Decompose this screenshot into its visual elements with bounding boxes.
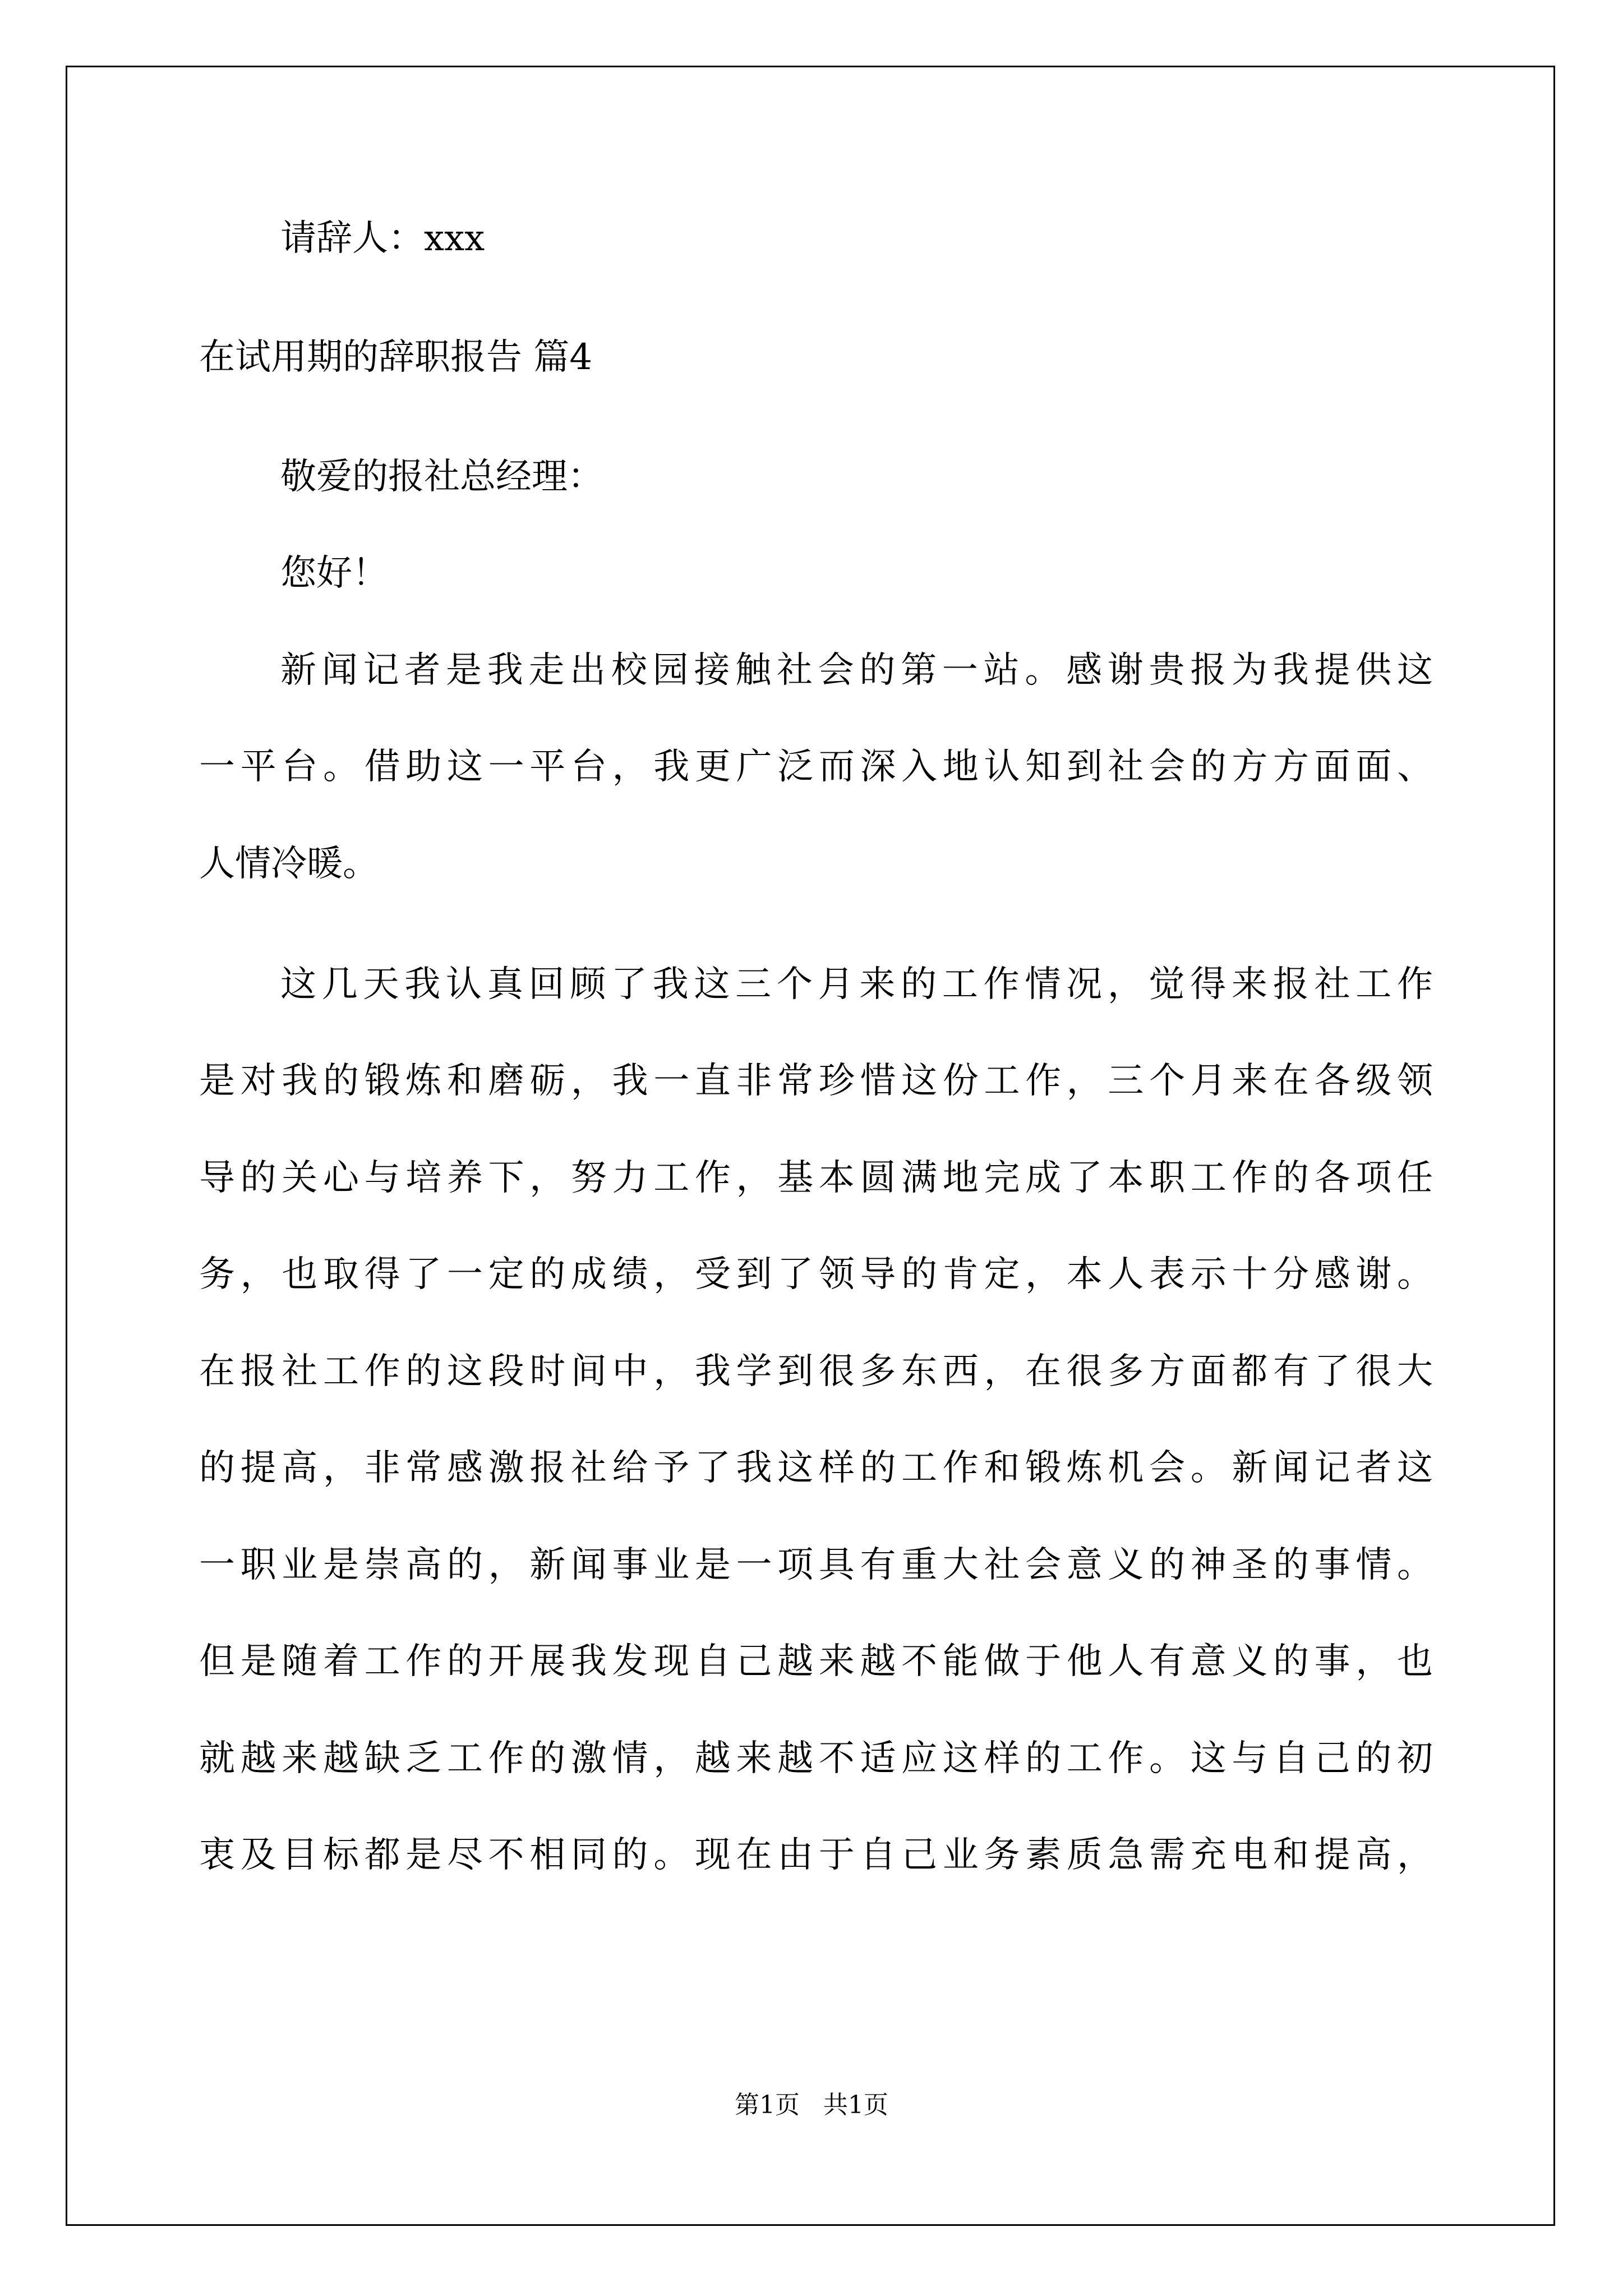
signer-line: 请辞人：xxx <box>280 218 485 259</box>
paragraph-line: 一平台。借助这一平台，我更广泛而深入地认知到社会的方方面面、 <box>199 746 1433 788</box>
paragraph-line: 的提高，非常感激报社给予了我这样的工作和锻炼机会。新闻记者这 <box>199 1447 1433 1489</box>
paragraph-line: 在报社工作的这段时间中，我学到很多东西，在很多方面都有了很大 <box>199 1351 1433 1392</box>
paragraph-line: 人情冷暖。 <box>199 843 379 885</box>
paragraph-line: 导的关心与培养下，努力工作，基本圆满地完成了本职工作的各项任 <box>199 1157 1433 1199</box>
paragraph-line: 但是随着工作的开展我发现自己越来越不能做于他人有意义的事，也 <box>199 1641 1433 1682</box>
paragraph-line: 这几天我认真回顾了我这三个月来的工作情况，觉得来报社工作 <box>280 964 1433 1005</box>
page-border <box>66 66 1555 2226</box>
paragraph-line: 务，也取得了一定的成绩，受到了领导的肯定，本人表示十分感谢。 <box>199 1254 1433 1295</box>
paragraph-line: 就越来越缺乏工作的激情，越来越不适应这样的工作。这与自己的初 <box>199 1738 1433 1779</box>
paragraph-line: 是对我的锻炼和磨砺，我一直非常珍惜这份工作，三个月来在各级领 <box>199 1060 1433 1102</box>
greeting: 您好！ <box>280 553 388 594</box>
paragraph-line: 一职业是崇高的，新闻事业是一项具有重大社会意义的神圣的事情。 <box>199 1544 1433 1586</box>
page-number: 第1页 共1页 <box>735 2091 888 2119</box>
section-heading: 在试用期的辞职报告 篇4 <box>199 337 593 378</box>
paragraph-line: 新闻记者是我走出校园接触社会的第一站。感谢贵报为我提供这 <box>280 650 1433 691</box>
salutation: 敬爱的报社总经理： <box>280 456 603 498</box>
paragraph-line: 衷及目标都是尽不相同的。现在由于自己业务素质急需充电和提高， <box>199 1834 1433 1876</box>
